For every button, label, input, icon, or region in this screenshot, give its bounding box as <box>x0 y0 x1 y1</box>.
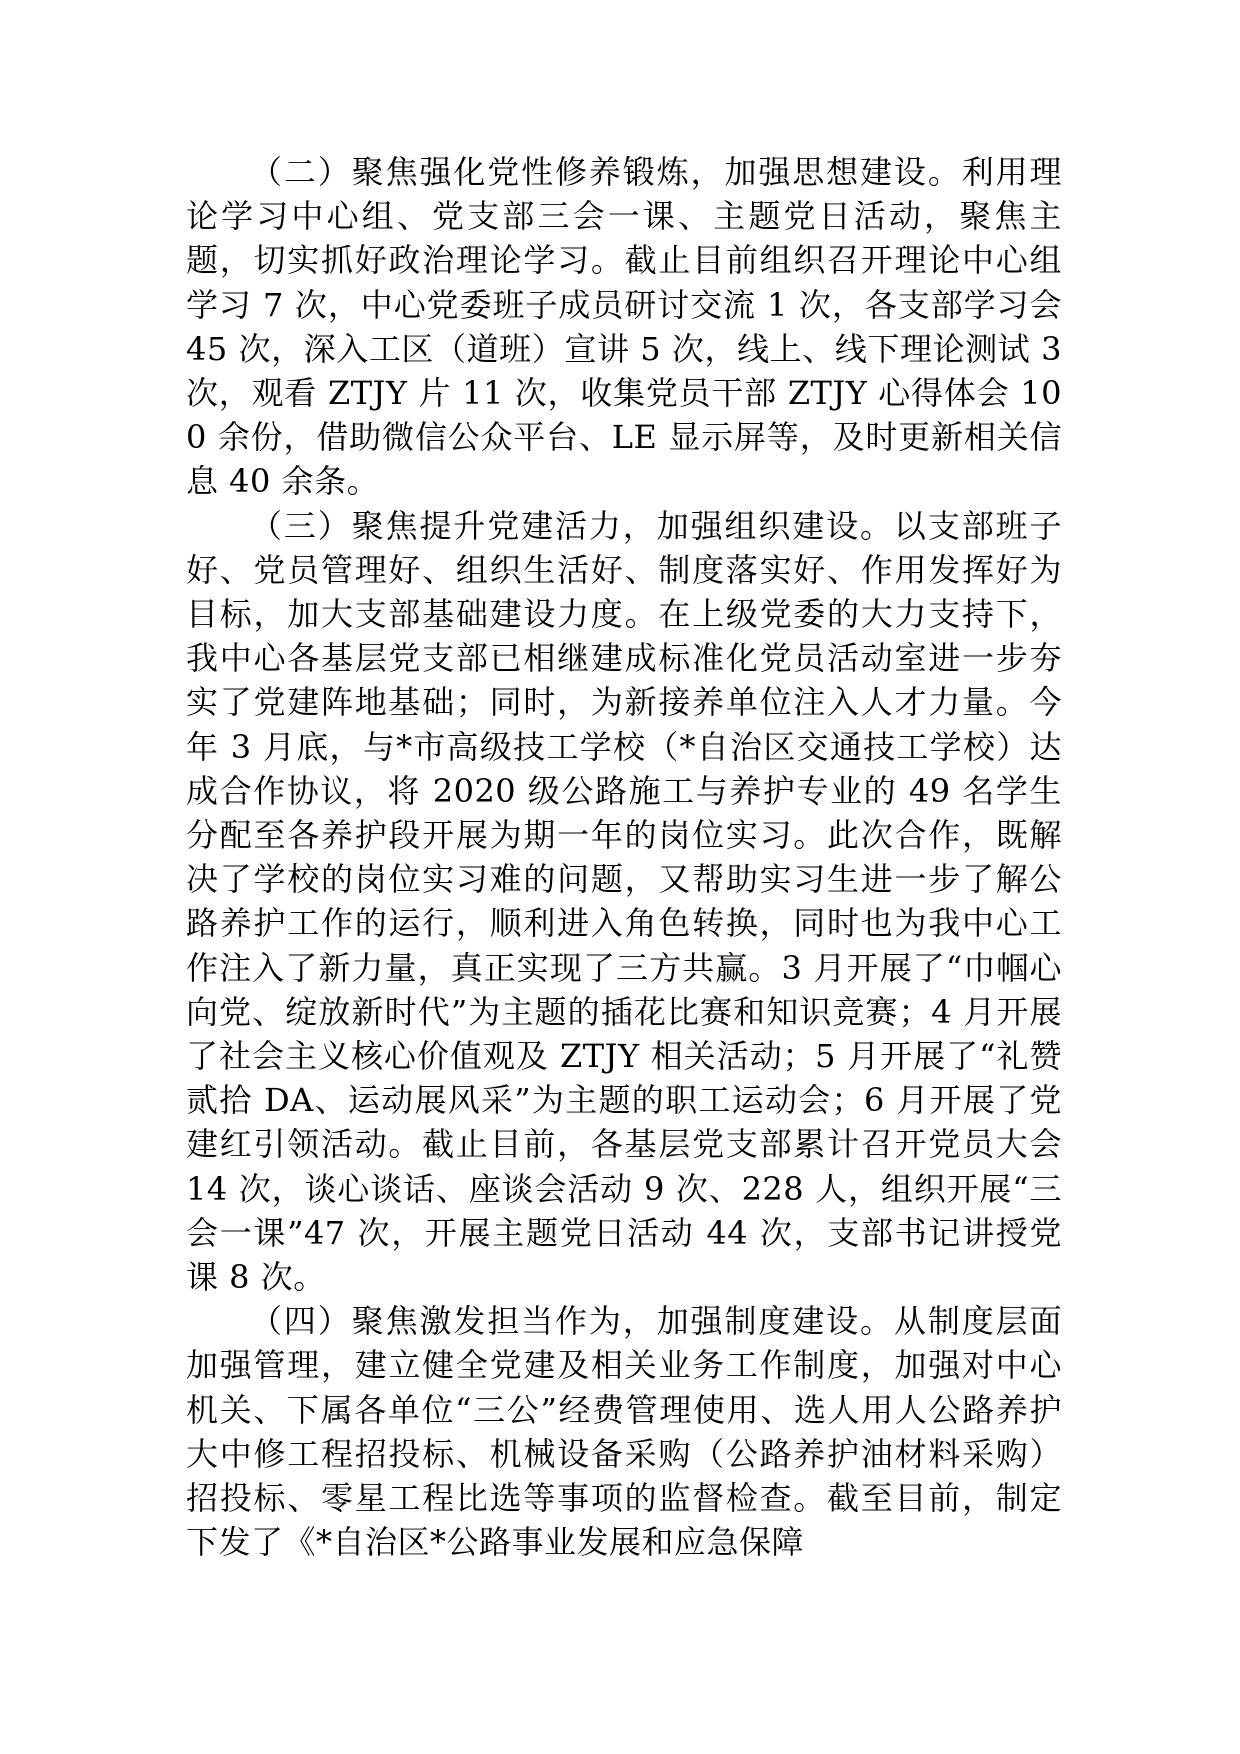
document-body <box>186 150 1062 1565</box>
paragraph-ideological-building: （二）聚焦强化党性修养锻炼，加强思想建设。利用理论学习中心组、党支部三会一课、主题党日活动，聚焦主题，切实抓好政治理论学习。截止目前组织召开理论中心组学习 7 次，中心党委班子成员研讨交流 1 次，各支部学习会 45 次，深入工区（道班）宣讲 5 次，线上、线下理论测试 3 次，观看 ZTJY 片 11 次，收集党员干部 ZTJY 心得体会 100 余份，借助微信公众平台、LE 显示屏等，及时更新相关信息 40 余条。 <box>186 153 1062 501</box>
paragraph-institutional-building: （四）聚焦激发担当作为，加强制度建设。从制度层面加强管理，建立健全党建及相关业务工作制度，加强对中心机关、下属各单位“三公”经费管理使用、选人用人公路养护大中修工程招投标、机械设备采购（公路养护油材料采购）招投标、零星工程比选等事项的监督检查。截至目前，制定下发了《*自治区*公路事业发展和应急保障 <box>186 1302 1062 1562</box>
paragraph-organizational-building: （三）聚焦提升党建活力，加强组织建设。以支部班子好、党员管理好、组织生活好、制度落实好、作用发挥好为目标，加大支部基础建设力度。在上级党委的大力支持下，我中心各基层党支部已相继建成标准化党员活动室进一步夯实了党建阵地基础；同时，为新接养单位注入人才力量。今年 3 月底，与*市高级技工学校（*自治区交通技工学校）达成合作协议，将 2020 级公路施工与养护专业的 49 名学生分配至各养护段开展为期一年的岗位实习。此次合作，既解决了学校的岗位实习难的问题，又帮助实习生进一步了解公路养护工作的运行，顺利进入角色转换，同时也为我中心工作注入了新力量，真正实现了三方共赢。3 月开展了“巾帼心向党、绽放新时代”为主题的插花比赛和知识竞赛；4 月开展了社会主义核心价值观及 ZTJY 相关活动；5 月开展了“礼赞贰拾 DA、运动展风采”为主题的职工运动会；6 月开展了党建红引领活动。截止目前，各基层党支部累计召开党员大会 14 次，谈心谈话、座谈会活动 9 次、228 人，组织开展“三会一课”47 次，开展主题党日活动 44 次，支部书记讲授党课 8 次。 <box>186 506 1062 1297</box>
